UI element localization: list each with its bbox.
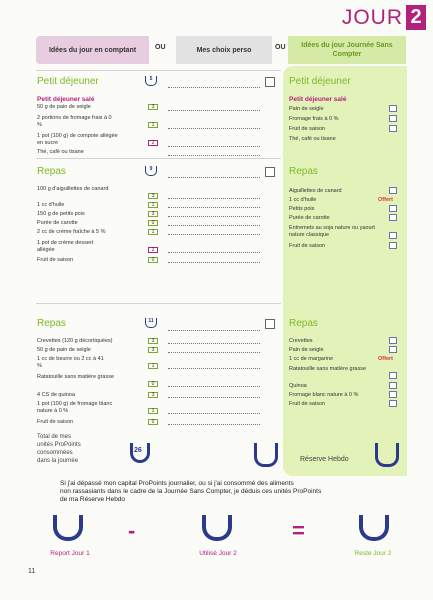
list-item: Fruit de saison [289, 401, 326, 407]
checkbox[interactable] [389, 205, 397, 212]
checkbox[interactable] [389, 187, 397, 194]
list-item: Fruit de saison [289, 126, 326, 132]
checkbox[interactable] [389, 400, 397, 407]
list-item: 100 g d'aiguillettes de canard [37, 186, 109, 192]
tab-no-count-day: Idées du jour Journée Sans Compter [288, 36, 406, 64]
tab-counting-ideas: Idées du jour en comptant [36, 36, 149, 64]
list-item: Petits pois [289, 206, 315, 212]
write-line[interactable] [168, 110, 260, 111]
lunch-title: Repas [37, 166, 66, 177]
offered-label: Offert [378, 356, 393, 362]
write-line[interactable] [168, 146, 260, 147]
list-item: 1 pot de crème dessert allégée [37, 240, 94, 253]
list-item: Aiguillettes de canard [289, 188, 342, 194]
propoints-u-input[interactable] [254, 443, 278, 467]
checkbox[interactable] [389, 115, 397, 122]
points-box: 0 [148, 220, 158, 226]
points-box: 3 [148, 104, 158, 110]
list-item: 1 cc de beurre ou 2 cc à 41 % [37, 356, 104, 369]
list-item: 150 g de petits pois [37, 211, 85, 217]
checkbox[interactable] [389, 214, 397, 221]
list-item: Crevettes (120 g décortiquées) [37, 338, 113, 344]
write-line[interactable] [168, 128, 260, 129]
checkbox[interactable] [389, 391, 397, 398]
minus-sign: - [128, 518, 136, 543]
points-box: 3 [148, 211, 158, 217]
write-line[interactable] [168, 343, 260, 344]
points-box: 3 [148, 392, 158, 398]
list-item: 50 g de pain de seigle [37, 104, 91, 110]
write-line[interactable] [168, 198, 260, 199]
write-line[interactable] [168, 330, 260, 331]
list-item: Fruit de saison [37, 257, 74, 263]
checkbox[interactable] [389, 346, 397, 353]
list-item: Purée de carotte [289, 215, 330, 221]
write-line[interactable] [168, 252, 260, 253]
write-line[interactable] [168, 207, 260, 208]
total-label: Total de mes unités ProPoints consommées dans la journée [37, 434, 81, 464]
list-item: Pain de seigle [289, 106, 324, 112]
lunch-right-title: Repas [289, 166, 318, 177]
write-line[interactable] [168, 424, 260, 425]
points-box: 2 [148, 140, 158, 146]
breakfast-subtitle: Petit déjeuner salé [37, 96, 95, 103]
divider [36, 303, 281, 304]
points-box: 3 [148, 347, 158, 353]
points-box: 1 [148, 229, 158, 235]
list-item: 2 portions de fromage frais à 0 % [37, 115, 112, 128]
list-item: Entremets au soja nature ou yaourt nature classique [289, 225, 375, 238]
tab-personal-choices: Mes choix perso [176, 36, 272, 64]
list-item: Crevettes [289, 338, 313, 344]
dinner-right-title: Repas [289, 318, 318, 329]
checkbox[interactable] [389, 125, 397, 132]
write-line[interactable] [168, 225, 260, 226]
breakfast-right-title: Petit déjeuner [289, 76, 351, 87]
list-item: Purée de carotte [37, 220, 78, 226]
list-item: Fruit de saison [289, 243, 326, 249]
breakfast-right-subtitle: Petit déjeuner salé [289, 96, 347, 103]
list-item: 1 cc d'huile [289, 197, 317, 203]
list-item: 1 cc d'huile [37, 202, 65, 208]
points-box: 0 [148, 257, 158, 263]
checkbox[interactable] [389, 337, 397, 344]
points-box: 0 [148, 381, 158, 387]
propoints-u-input[interactable] [375, 443, 399, 467]
write-line[interactable] [168, 177, 260, 178]
offered-label: Offert [378, 197, 393, 203]
page-title: JOUR [341, 6, 403, 29]
or-label-2: OU [275, 44, 286, 51]
points-box: 1 [148, 408, 158, 414]
checkbox[interactable] [389, 382, 397, 389]
write-line[interactable] [168, 155, 260, 156]
write-line[interactable] [168, 368, 260, 369]
points-box: 3 [148, 193, 158, 199]
propoints-u-icon: 9 [145, 166, 157, 176]
write-line[interactable] [168, 216, 260, 217]
page-number: 11 [28, 568, 36, 575]
footer-instructions: Si j'ai dépassé mon capital ProPoints journalier, ou si j'ai consommé des aliments non rassasiants dans le cadre de la Journée Sans Compter, je déduis ces unités ProPoints de ma Réserve Hebdo [60, 480, 322, 503]
propoints-u-input[interactable] [359, 515, 389, 541]
points-box: 1 [148, 202, 158, 208]
checkbox[interactable] [389, 242, 397, 249]
points-box: 1 [148, 363, 158, 369]
checkbox[interactable] [389, 372, 397, 379]
checkbox[interactable] [389, 105, 397, 112]
write-line[interactable] [168, 352, 260, 353]
report-day-1-label: Report Jour 1 [50, 550, 90, 557]
list-item: Pain de seigle [289, 347, 324, 353]
list-item: Thé, café ou tisane [289, 136, 336, 142]
or-label-1: OU [155, 44, 166, 51]
write-line[interactable] [168, 386, 260, 387]
list-item: 1 pot (100 g) de fromage blanc nature à 0 % [37, 401, 113, 414]
checkbox[interactable] [265, 167, 275, 177]
total-badge-value: 26 [134, 447, 142, 454]
propoints-u-icon: 11 [145, 318, 157, 328]
list-item: Ratatouille sans matière grasse [37, 374, 115, 380]
propoints-u-input[interactable] [202, 515, 232, 541]
list-item: Fromage frais à 0 % [289, 116, 339, 122]
write-line[interactable] [168, 397, 260, 398]
list-item: Fruit de saison [37, 419, 74, 425]
divider [36, 70, 281, 71]
list-item: 4 CS de quinoa [37, 392, 75, 398]
points-box: 3 [148, 338, 158, 344]
write-line[interactable] [168, 234, 260, 235]
list-item: Ratatouille sans matière grasse [289, 366, 367, 372]
rest-day-2-label: Reste Jour 2 [354, 550, 392, 557]
list-item: 1 pot (100 g) de compote allégée en sucre [37, 133, 118, 146]
breakfast-title: Petit déjeuner [37, 76, 99, 87]
day-number-badge: 2 [406, 5, 426, 30]
divider [36, 158, 281, 159]
checkbox[interactable] [389, 232, 397, 239]
list-item: Thé, café ou tisane [37, 149, 84, 155]
list-item: 2 cc de crème fraîche à 5 % [37, 229, 106, 235]
list-item: 1 cc de margarine [289, 356, 334, 362]
points-box: 0 [148, 419, 158, 425]
write-line[interactable] [168, 87, 260, 88]
reserve-label: Réserve Hebdo [300, 456, 349, 463]
write-line[interactable] [168, 413, 260, 414]
points-box: 2 [148, 247, 158, 253]
checkbox[interactable] [265, 77, 275, 87]
propoints-u-icon: 5 [145, 76, 157, 86]
propoints-u-input[interactable] [53, 515, 83, 541]
dinner-title: Repas [37, 318, 66, 329]
list-item: Fromage blanc nature à 0 % [289, 392, 359, 398]
list-item: 50 g de pain de seigle [37, 347, 91, 353]
list-item: Quinoa [289, 383, 307, 389]
used-day-2-label: Utilisé Jour 2 [199, 550, 237, 557]
write-line[interactable] [168, 262, 260, 263]
checkbox[interactable] [265, 319, 275, 329]
equals-sign: = [292, 518, 305, 543]
points-box: 1 [148, 122, 158, 128]
